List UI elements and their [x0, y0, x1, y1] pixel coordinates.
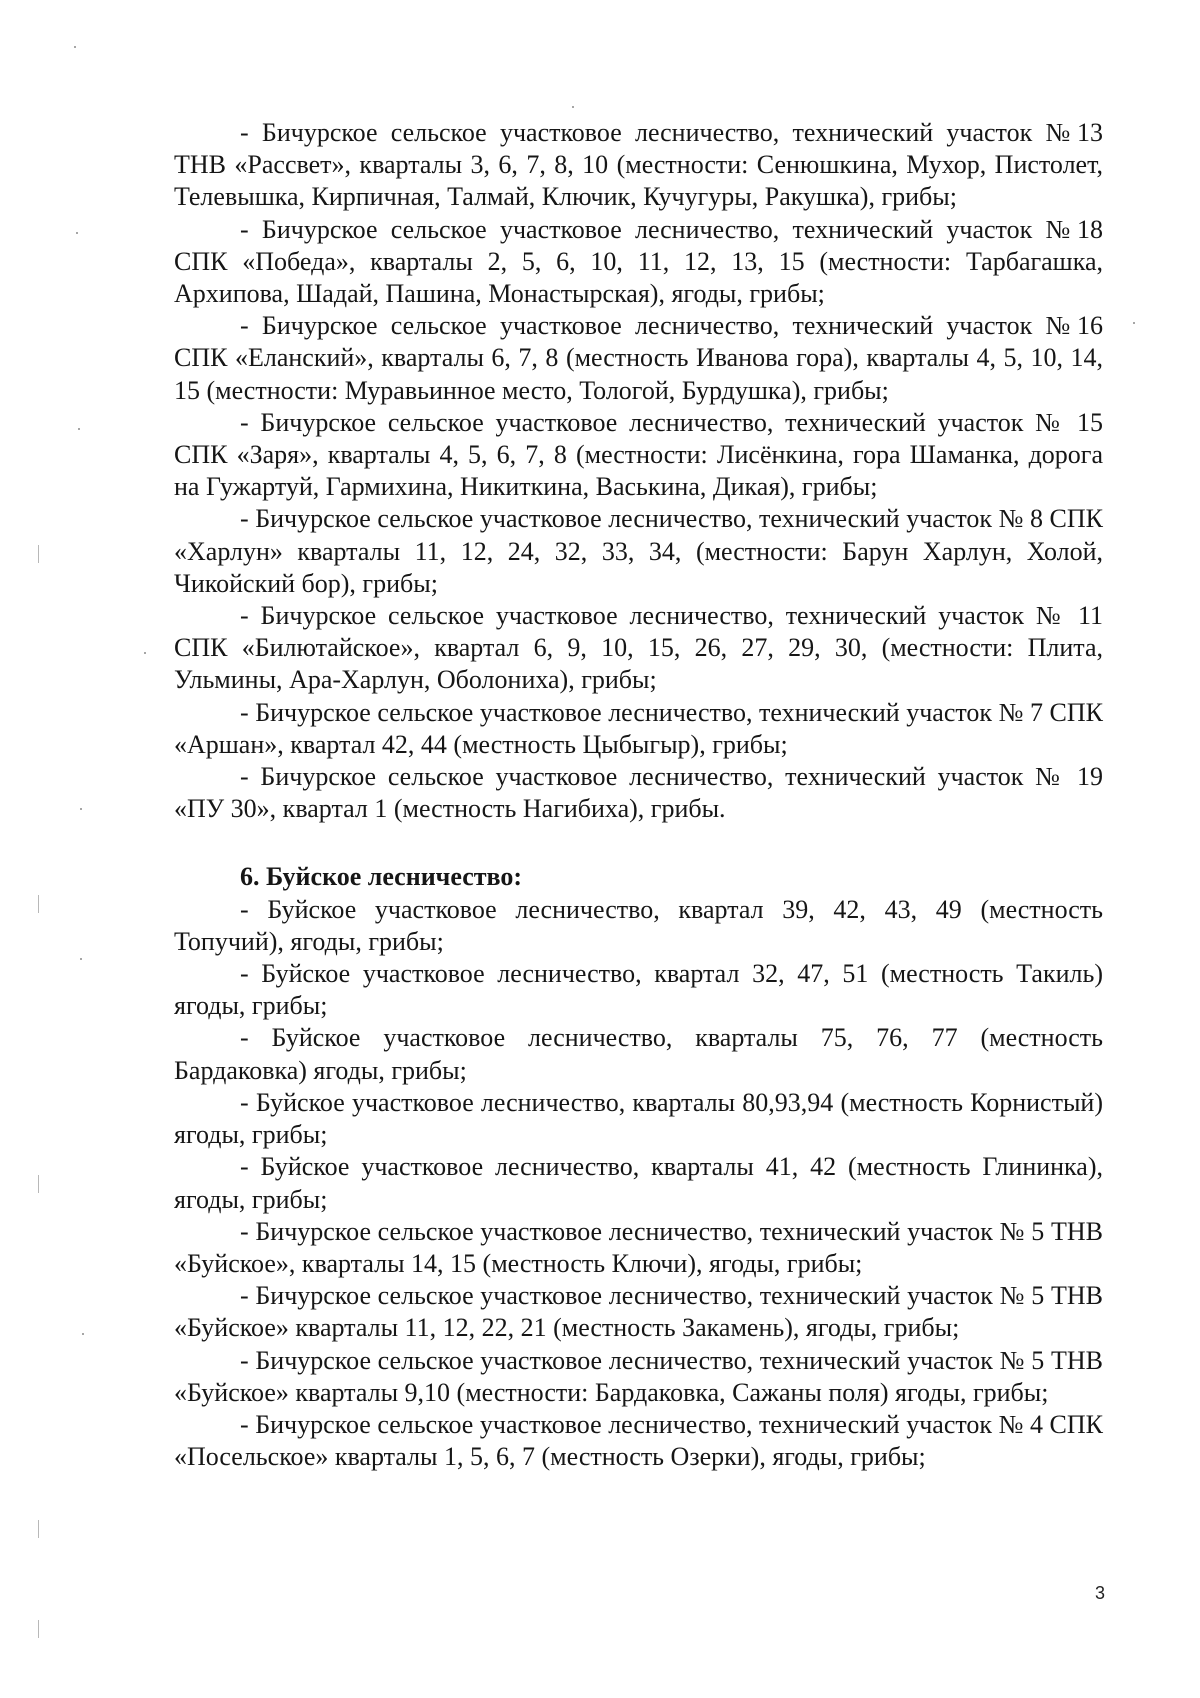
paragraph: - Бичурское сельское участковое лесничество, технический участок №18 СПК «Победа», кварталы 2, 5, 6, 10, 11, 12, 13, 15 (местности: Тарбагашка, Архипова, Шадай, Пашина, Монастырская), ягоды, грибы;	[174, 214, 1103, 309]
scan-artifact	[38, 1520, 39, 1538]
scan-artifact	[144, 652, 146, 654]
paragraph: - Буйское участковое лесничество, квартал 39, 42, 43, 49 (местность Топучий), ягоды, грибы;	[174, 894, 1103, 956]
scan-artifact	[74, 46, 76, 48]
scan-artifact	[78, 428, 80, 430]
paragraph: - Буйское участковое лесничество, квартал 32, 47, 51 (местность Такиль) ягоды, грибы;	[174, 959, 1103, 1021]
page-number: 3	[1095, 1583, 1106, 1603]
scan-artifact	[80, 958, 82, 960]
paragraph: - Бичурское сельское участковое лесничество, технический участок № 7 СПК «Аршан», квартал 42, 44 (местность Цыбыгыр), грибы;	[174, 697, 1103, 759]
paragraph: - Бичурское сельское участковое лесничество, технический участок № 19 «ПУ 30», квартал 1 (местность Нагибиха), грибы.	[174, 762, 1103, 824]
scan-artifact	[38, 545, 39, 563]
paragraph: - Буйское участковое лесничество, кварталы 41, 42 (местность Глининка), ягоды, грибы;	[174, 1152, 1103, 1214]
paragraph: - Буйское участковое лесничество, кварталы 80,93,94 (местность Корнистый) ягоды, грибы;	[174, 1087, 1103, 1150]
scan-artifact	[572, 106, 574, 108]
scan-artifact	[38, 1620, 39, 1638]
paragraph: - Бичурское сельское участковое лесничество, технический участок № 8 СПК «Харлун» кварталы 11, 12, 24, 32, 33, 34, (местности: Барун Харлун, Холой, Чикойский бор), грибы;	[174, 504, 1103, 598]
paragraph: - Бичурское сельское участковое лесничество, технический участок № 5 ТНВ «Буйское» кварталы 11, 12, 22, 21 (местность Закамень), ягоды, грибы;	[174, 1281, 1103, 1343]
paragraph: - Бичурское сельское участковое лесничество, технический участок №13 ТНВ «Рассвет», кварталы 3, 6, 7, 8, 10 (местности: Сенюшкина, Мухор, Пистолет, Телевышка, Кирпичная, Талмай, Ключик, Кучугуры, Ракушка), грибы;	[174, 118, 1103, 212]
paragraph: - Бичурское сельское участковое лесничество, технический участок № 4 СПК «Посельское» кварталы 1, 5, 6, 7 (местность Озерки), ягоды, грибы;	[174, 1409, 1103, 1472]
scan-artifact	[80, 808, 82, 810]
paragraph: - Бичурское сельское участковое лесничество, технический участок № 11 СПК «Билютайское», квартал 6, 9, 10, 15, 26, 27, 29, 30, (местности: Плита, Ульмины, Ара-Харлун, Оболониха), грибы;	[174, 601, 1103, 695]
scan-artifact	[76, 232, 78, 234]
scan-artifact	[82, 1333, 84, 1335]
paragraph: - Бичурское сельское участковое лесничество, технический участок № 5 ТНВ «Буйское», кварталы 14, 15 (местность Ключи), ягоды, грибы;	[174, 1216, 1103, 1278]
paragraph: - Бичурское сельское участковое лесничество, технический участок №16 СПК «Еланский», кварталы 6, 7, 8 (местность Иванова гора), кварталы 4, 5, 10, 14, 15 (местности: Муравьинное место, Тологой, Бурдушка), грибы;	[174, 311, 1103, 405]
paragraph: - Бичурское сельское участковое лесничество, технический участок № 15 СПК «Заря», кварталы 4, 5, 6, 7, 8 (местности: Лисёнкина, гора Шаманка, дорога на Гужартуй, Гармихина, Никиткина, Васькина, Дикая), грибы;	[174, 407, 1103, 502]
scan-artifact	[38, 895, 39, 913]
scan-artifact	[1133, 322, 1135, 324]
scan-artifact	[38, 1175, 39, 1193]
paragraph: - Буйское участковое лесничество, кварталы 75, 76, 77 (местность Бардаковка) ягоды, грибы;	[174, 1023, 1103, 1085]
paragraph: - Бичурское сельское участковое лесничество, технический участок № 5 ТНВ «Буйское» кварталы 9,10 (местности: Бардаковка, Сажаны поля) ягоды, грибы;	[174, 1345, 1103, 1407]
document-body	[174, 117, 1103, 1473]
section-heading: 6. Буйское лесничество:	[240, 862, 523, 892]
